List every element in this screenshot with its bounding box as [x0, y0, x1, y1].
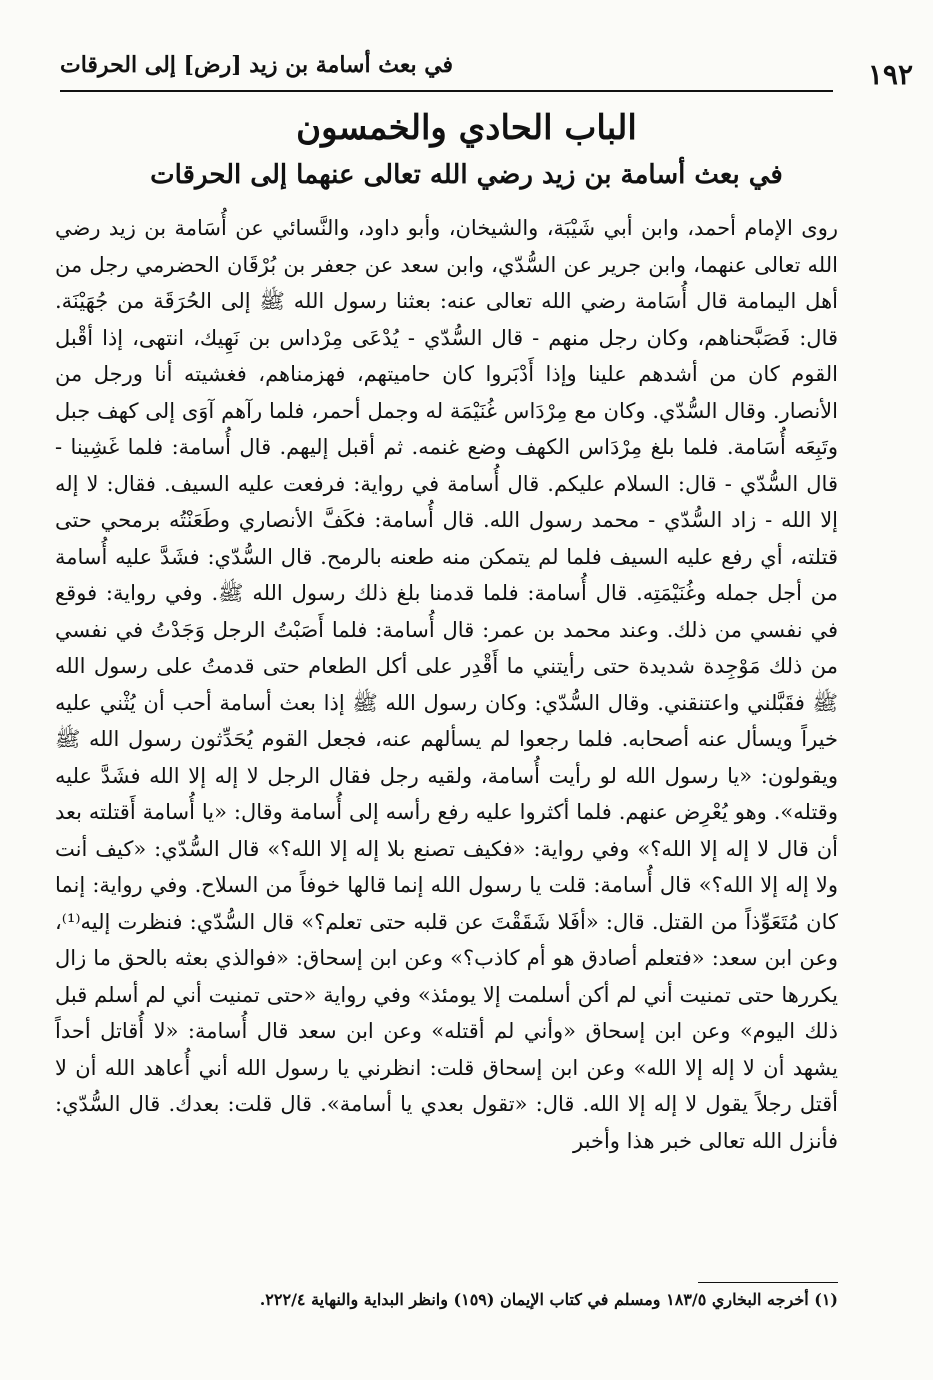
- page-number: ١٩٢: [867, 58, 913, 91]
- chapter-title: الباب الحادي والخمسون: [296, 108, 637, 148]
- footnote: (١) أخرجه البخاري ١٨٣/٥ ومسلم في كتاب الإيمان (١٥٩) وانظر البداية والنهاية ٢٢٢/٤.: [259, 1290, 838, 1309]
- footnote-rule: [698, 1282, 838, 1283]
- body-paragraph: روى الإمام أحمد، وابن أبي شَيْبَة، والشيخان، وأبو داود، والنَّسائي عن أُسَامة بن زيد رضي الله تعالى عنهما، وابن جرير عن السُّدّي، وابن سعد عن جعفر بن بُرْقَان الحضرمي رجل من أهل اليمامة قال أُسَامة رضي الله تعالى عنه: بعثنا رسول الله ﷺ إلى الحُرَقَة من جُهَيْنَة. قال: فَصَبَّحناهم، وكان رجل منهم - قال السُّدّي - يُدْعَى مِرْداس بن نَهِيك، انتهى، إذا أقْبل القوم كان من أشدهم علينا وإذا أَدْبَروا كان حاميتهم، فهزمناهم، فغشيته أنا ورجل من الأنصار. وقال السُّدّي. وكان مع مِرْدَاس غُنَيْمَة له وجمل أحمر، فلما رآهم آوَى إلى كهف جبل وتَبِعَه أُسَامة. فلما بلغ مِرْدَاس الكهف وضع غنمه. ثم أقبل إليهم. قال أُسامة: فلما غَشِينا - قال السُّدّي - قال: السلام عليكم. قال أُسامة في رواية: فرفعت عليه السيف. فقال: لا إله إلا الله - زاد السُّدّي - محمد رسول الله. قال أُسامة: فكَفَّ الأنصاري وطَعَنْتُه برمحي حتى قتلته، أي رفع عليه السيف فلما لم يتمكن منه طعنه بالرمح. قال السُّدّي: فشَدَّ عليه أُسامة من أجل جمله وغُنَيْمَتِه. قال أُسامة: فلما قدمنا بلغ ذلك رسول الله ﷺ. وفي رواية: فوقع في نفسي من ذلك. وعند محمد بن عمر: قال أُسامة: فلما أَصَبْتُ الرجل وَجَدْتُ في نفسي من ذلك مَوْجِدة شديدة حتى رأيتني ما أَقْدِر على أكل الطعام حتى قدمتُ على رسول الله ﷺ فقَبَّلني واعتنقني. وقال السُّدّي: وكان رسول الله ﷺ إذا بعث أسامة أحب أن يُثْني عليه خيراً ويسأل عنه أصحابه. فلما رجعوا لم يسألهم عنه، فجعل القوم يُحَدِّثون رسول الله ﷺ ويقولون: «يا رسول الله لو رأيت أُسامة، ولقيه رجل فقال الرجل لا إله إلا الله فشَدَّ عليه وقتله». وهو يُعْرِض عنهم. فلما أكثروا عليه رفع رأسه إلى أُسامة وقال: «يا أُسامة أَقتلته بعد أن قال لا إله إلا الله؟» وفي رواية: «فكيف تصنع بلا إله إلا الله؟» قال السُّدّي: «كيف أنت ولا إله إلا الله؟» قال أُسامة: قلت يا رسول الله إنما قالها خوفاً من السلاح. وفي رواية: إنما كان مُتَعَوِّذاً من القتل. قال: «أفَلا شَقَقْتَ عن قلبه حتى تعلم؟» قال السُّدّي: فنظرت إليه⁽¹⁾، وعن ابن سعد: «فتعلم أصادق هو أم كاذب؟» وعن ابن إسحاق: «فوالذي بعثه بالحق ما زال يكررها حتى تمنيت أني لم أكن أسلمت إلا يومئذ» وفي رواية «حتى تمنيت أني لم أسلم قبل ذلك اليوم» وعن ابن إسحاق «وأني لم أقتله» وعن ابن سعد قال أُسامة: «لا أُقاتل أحداً يشهد أن لا إله إلا الله» وعن ابن إسحاق قلت: انظرني يا رسول الله أني أُعاهد الله أن لا أقتل رجلاً يقول لا إله إلا الله. قال: «تقول بعدي يا أسامة». قال قلت: بعدك. قال السُّدّي: فأنزل الله تعالى خبر هذا وأخبر: [55, 216, 838, 1153]
- running-head: في بعث أسامة بن زيد [رض] إلى الحرقات: [60, 52, 454, 78]
- chapter-subtitle: في بعث أسامة بن زيد رضي الله تعالى عنهما إلى الحرقات: [150, 160, 783, 190]
- header-rule: [60, 90, 833, 92]
- page-header: [60, 50, 913, 91]
- body-text: [55, 210, 838, 1159]
